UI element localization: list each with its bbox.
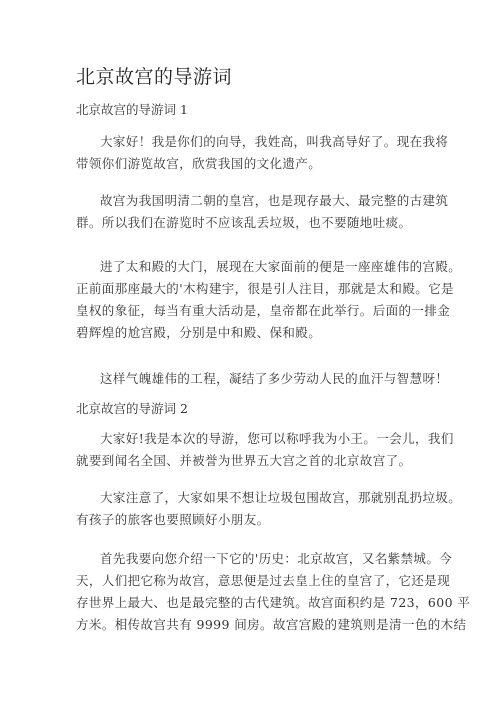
paragraph-line: 群。所以我们在游览时不应该乱丢垃圾，也不要随地吐痰。 [76, 215, 412, 230]
paragraph-line: 碧辉煌的尬宫殿，分别是中和殿、保和殿。 [76, 325, 322, 340]
paragraph-line: 就要到闻名全国、并被誉为世界五大宫之首的北京故宫了。 [76, 453, 412, 468]
paragraph-line: 有孩子的旅客也要照顾好小朋友。 [76, 512, 270, 527]
section-1-paragraph-1 [76, 131, 449, 175]
section-heading-2: 北京故宫的导游词 2 [76, 401, 188, 416]
paragraph-line: 大家好！我是你们的向导，我姓高，叫我高导好了。现在我将 [100, 134, 449, 149]
paragraph-line: 首先我要向您介绍一下它的'历史：北京故宫，又名紫禁城。今 [100, 551, 453, 566]
section-2-paragraph-3 [76, 548, 471, 636]
section-1-paragraph-2 [76, 190, 449, 234]
section-heading-1: 北京故宫的导游词 1 [76, 102, 188, 117]
section-1-paragraph-4 [76, 368, 449, 390]
page-title: 北京故宫的导游词 [76, 66, 233, 88]
paragraph-line: 正前面那座最大的'木构建宇，很是引人注目，那就是太和殿。它是 [76, 281, 454, 296]
paragraph-line: 带领你们游览故宫，欣赏我国的文化遗产。 [76, 156, 322, 171]
section-2-paragraph-1 [76, 428, 454, 472]
paragraph-line: 皇权的象征，每当有重大活动是，皇帝都在此举行。后面的一排金 [76, 303, 451, 318]
paragraph-line: 存世界上最大、也是最完整的古代建筑。故宫面积约是 723，600 平 [76, 595, 471, 610]
paragraph-line: 大家注意了，大家如果不想让垃圾包围故宫，那就别乱扔垃圾。 [100, 490, 462, 505]
paragraph-line: 这样气魄雄伟的工程，凝结了多少劳动人民的血汗与智慧呀！ [100, 371, 449, 386]
paragraph-line: 故宫为我国明清二朝的皇宫，也是现存最大、最完整的古建筑 [100, 193, 449, 208]
section-2-paragraph-2 [76, 487, 462, 531]
paragraph-line: 大家好!我是本次的导游，您可以称呼我为小王。一会儿，我们 [100, 431, 454, 446]
paragraph-line: 进了太和殿的大门，展现在大家面前的便是一座座雄伟的宫殿。 [100, 259, 462, 274]
paragraph-line: 方米。相传故宫共有 9999 间房。故宫宫殿的建筑则是清一色的木结 [76, 617, 467, 632]
section-1-paragraph-3 [76, 256, 462, 344]
paragraph-line: 天，人们把它称为故宫，意思便是过去皇上住的皇宫了，它还是现 [76, 573, 451, 588]
